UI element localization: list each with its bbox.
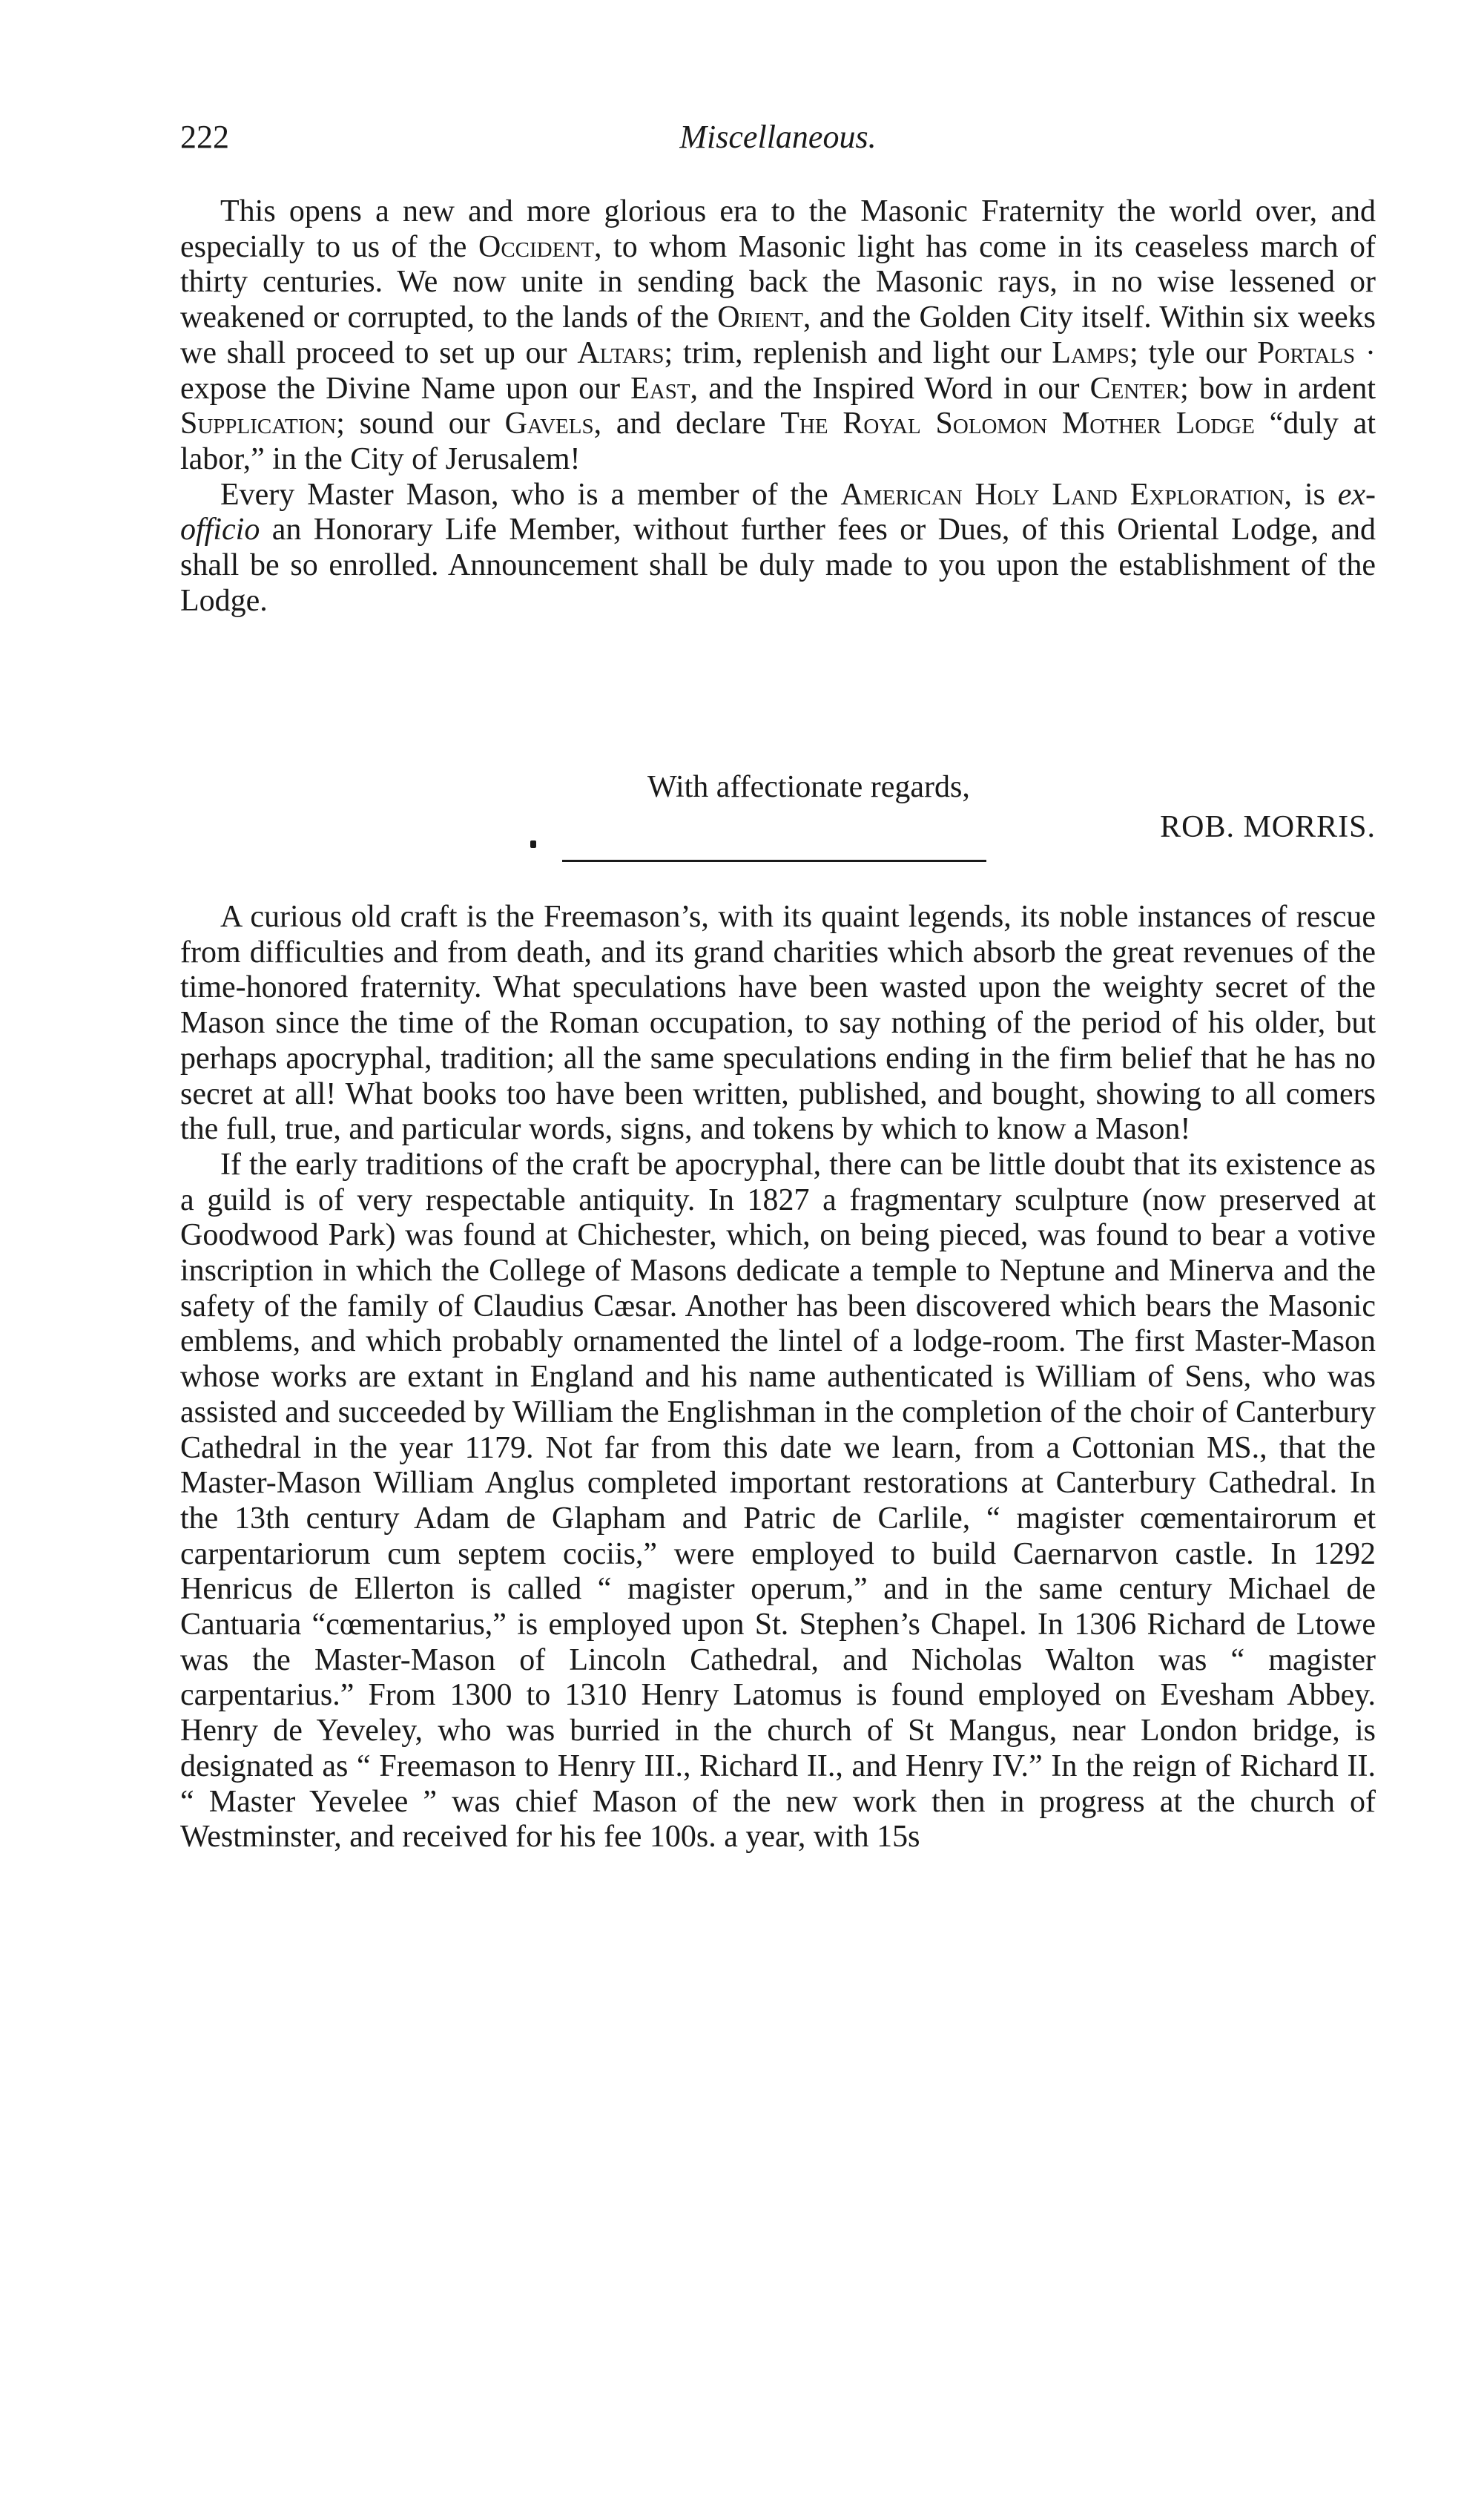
letter-closing: With affectionate regards, bbox=[647, 770, 970, 804]
article-body bbox=[180, 900, 1376, 1855]
page-number: 222 bbox=[180, 119, 229, 155]
running-title: Miscellaneous. bbox=[679, 119, 877, 155]
small-caps-term: Lamps bbox=[1052, 335, 1130, 370]
small-caps-term: Portals bbox=[1257, 335, 1356, 370]
letter-body bbox=[180, 194, 1376, 619]
small-caps-term: Orient bbox=[717, 300, 803, 335]
stray-dot bbox=[530, 840, 536, 848]
small-caps-term: East bbox=[630, 371, 690, 406]
section-divider-rule bbox=[562, 860, 986, 862]
article-paragraph-1: A curious old craft is the Freemason’s, with its quaint legends, its noble instances of rescue from difficulties and from death, and its grand charities which absorb the great revenues of the time-honored fraternity. What speculations have been wasted upon the weighty secret of the Mason since the time of the Roman occupation, to say nothing of the period of his older, but perhaps apocryphal, tradition; all the same speculations ending in the firm belief that he has no secret at all! What books too have been written, published, and bought, showing to all comers the full, true, and particular words, signs, and tokens by which to know a Mason! bbox=[180, 900, 1376, 1147]
small-caps-term: American Holy Land Exploration bbox=[840, 477, 1285, 512]
small-caps-term: Gavels bbox=[504, 407, 594, 441]
letter-paragraph-1: This opens a new and more glorious era to the Masonic Fraternity the world over, and especially to us of the Occident, to whom Masonic light has come in its ceaseless march of thirty centuries. We now unite in sending back the Masonic rays, in no wise lessened or weakened or corrupted, to the lands of the Orient, and the Golden City itself. Within six weeks we shall proceed to set up our Altars; trim, replenish and light our Lamps; tyle our Portals · expose the Divine Name upon our East, and the Inspired Word in our Center; bow in ardent Supplication; sound our Gavels, and declare The Royal Solomon Mother Lodge “duly at labor,” in the City of Jerusalem! bbox=[180, 194, 1376, 476]
small-caps-term: Center bbox=[1089, 371, 1181, 406]
article-paragraph-2: If the early traditions of the craft be apocryphal, there can be little doubt that its existence as a guild is of very respectable antiquity. In 1827 a fragmentary sculpture (now preserved at Goodwood Park) was found at Chichester, which, on being pieced, was found to bear a votive inscription in which the College of Masons dedicate a temple to Neptune and Minerva and the safety of the family of Claudius Cæsar. Another has been discovered which bears the Masonic emblems, and which probably ornamented the lintel of a lodge-room. The first Master-Mason whose works are extant in England and his name authenticated is William of Sens, who was assisted and succeeded by William the Englishman in the completion of the choir of Canterbury Cathedral in the year 1179. Not far from this date we learn, from a Cottonian MS., that the Master-Mason William Anglus completed important restorations at Canterbury Cathedral. In the 13th century Adam de Glapham and Patric de Carlile, “ magister cœmentairorum et carpentariorum cum septem cociis,” were employed to build Caernarvon castle. In 1292 Henricus de Ellerton is called “ magister operum,” and in the same century Michael de Cantuaria “cœmentarius,” is employed upon St. Stephen’s Chapel. In 1306 Richard de Ltowe was the Master-Mason of Lincoln Cathedral, and Nicholas Walton was “ magister carpentarius.” From 1300 to 1310 Henry Latomus is found employed on Evesham Abbey. Henry de Yeveley, who was burried in the church of St Mangus, near London bridge, is designated as “ Freemason to Henry III., Richard II., and Henry IV.” In the reign of Richard II. “ Master Yevelee ” was chief Mason of the new work then in progress at the church of Westminster, and received for his fee 100s. a year, with 15s bbox=[180, 1147, 1376, 1855]
small-caps-term: The Royal Solomon Mother Lodge bbox=[780, 407, 1255, 441]
small-caps-term: Altars bbox=[577, 335, 664, 370]
running-head bbox=[180, 111, 1376, 163]
letter-paragraph-2: Every Master Mason, who is a member of the American Holy Land Exploration, is ex-officio an Honorary Life Member, without further fees or Dues, of this Oriental Lodge, and shall be so enrolled. Announcement shall be duly made to you upon the establishment of the Lodge. bbox=[180, 477, 1376, 618]
small-caps-term: Supplication bbox=[180, 407, 337, 441]
small-caps-term: Occident bbox=[478, 229, 594, 264]
letter-signature: ROB. MORRIS. bbox=[1160, 810, 1376, 844]
italic-term: ex-officio bbox=[180, 477, 1376, 547]
